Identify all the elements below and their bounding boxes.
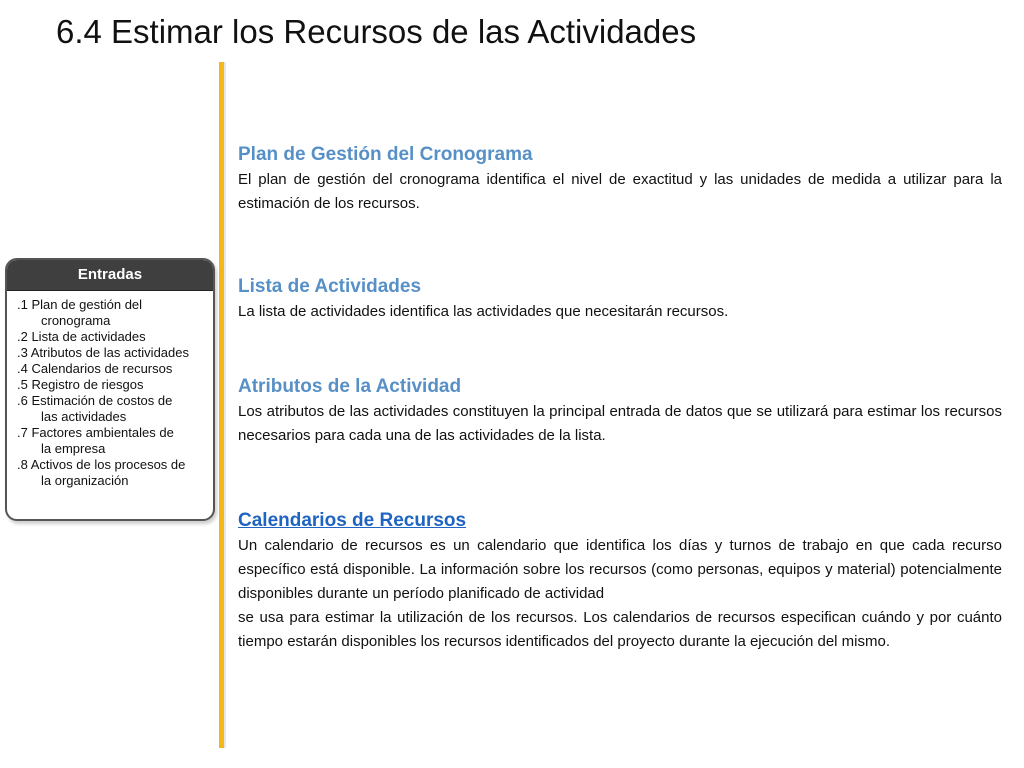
entradas-item-label: .6 Estimación de costos de [17,393,173,408]
entradas-item [17,345,209,361]
divider-shadow [224,62,226,748]
section-plan [238,142,1002,216]
entradas-item-continuation: la organización [41,473,129,488]
entradas-item [17,361,209,377]
entradas-list [7,291,213,489]
entradas-item-label: .5 Registro de riesgos [17,377,144,392]
entradas-item-continuation: cronograma [41,313,111,328]
entradas-item-continuation: las actividades [41,409,127,424]
entradas-item [17,377,209,393]
entradas-item [17,393,209,425]
section-body: Un calendario de recursos es un calendario que identifica los días y turnos de trabajo en que cada recurso específico está disponible. La información sobre los recursos (como personas, equipos y material) potencialmente disponibles durante un período planificado de actividad [238,537,1002,602]
section-heading: Plan de Gestión del Cronograma [238,144,533,165]
entradas-panel [5,258,215,521]
entradas-item-label: .2 Lista de actividades [17,329,146,344]
calendarios-link[interactable]: Calendarios de Recursos [238,510,467,531]
entradas-item [17,297,209,329]
section-body: El plan de gestión del cronograma identifica el nivel de exactitud y las unidades de medida a utilizar para la estimación de los recursos. [238,171,1002,212]
section-body: Los atributos de las actividades constituyen la principal entrada de datos que se utilizará para estimar los recursos necesarios para cada una de las actividades de la lista. [238,403,1002,444]
entradas-item-label: .7 Factores ambientales de [17,425,174,440]
entradas-item-label: .1 Plan de gestión del [17,297,143,312]
content-column [238,142,1002,654]
entradas-item-label: .3 Atributos de las actividades [17,345,189,360]
section-heading: Lista de Actividades [238,276,422,297]
entradas-item-continuation: la empresa [41,441,106,456]
entradas-item-label: .8 Activos de los procesos de [17,457,186,472]
entradas-item [17,425,209,457]
section-calendarios [238,508,1002,654]
section-body: La lista de actividades identifica las actividades que necesitarán recursos. [238,303,729,320]
slide-title: 6.4 Estimar los Recursos de las Actividades [56,13,697,50]
section-lista [238,274,1002,324]
entradas-header: Entradas [7,260,213,291]
accent-divider [219,62,224,748]
section-body-continued: se usa para estimar la utilización de los recursos. Los calendarios de recursos especifican cuándo y por cuánto tiempo estarán disponibles los recursos identificados del proyecto durante la ejecución del mismo. [238,609,1002,650]
entradas-item [17,329,209,345]
entradas-item [17,457,209,489]
section-atributos [238,374,1002,448]
section-heading: Atributos de la Actividad [238,376,462,397]
entradas-item-label: .4 Calendarios de recursos [17,361,173,376]
